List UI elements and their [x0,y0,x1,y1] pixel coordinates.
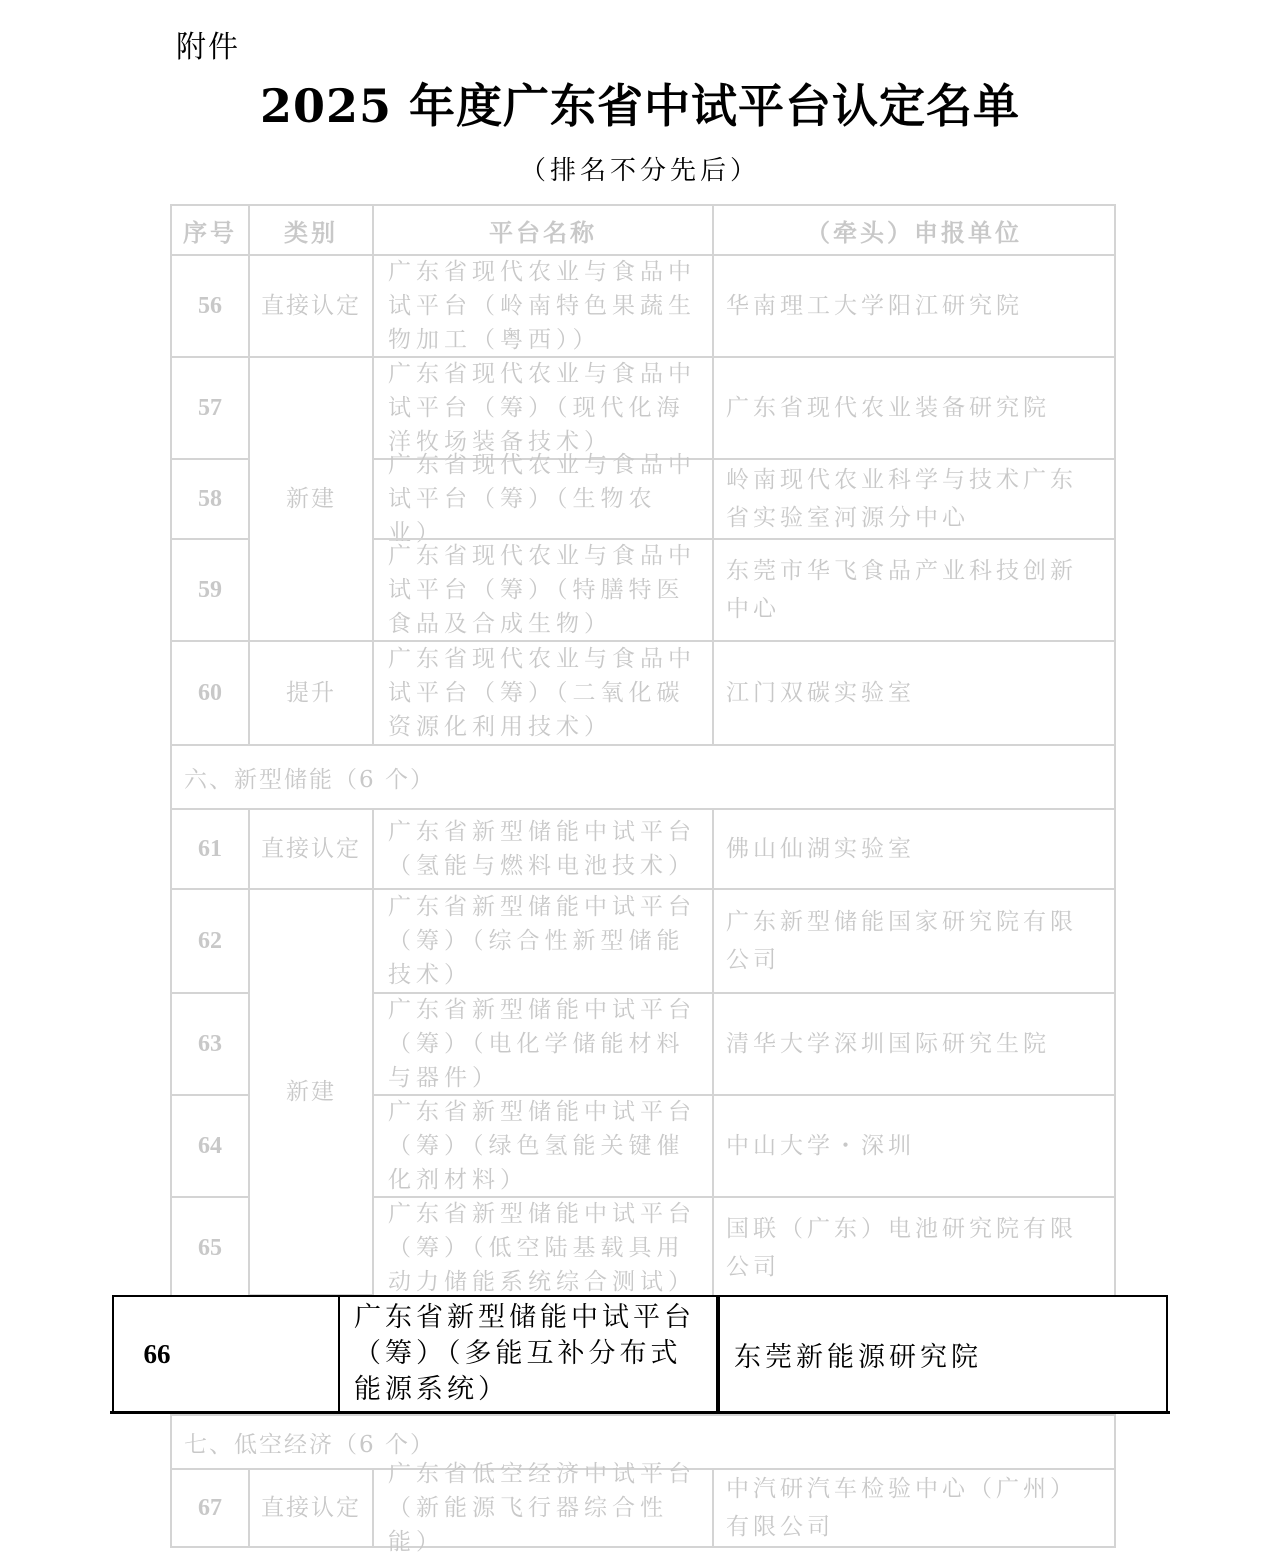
row-64-name: 广东省新型储能中试平台（筹）（绿色氢能关键催化剂材料） [372,1094,714,1198]
header-name: 平台名称 [372,204,714,256]
row-67-name: 广东省低空经济中试平台（新能源飞行器综合性能） [372,1468,714,1548]
header-num: 序号 [170,204,250,256]
row-61-num: 61 [170,808,250,890]
row-63-num: 63 [170,992,250,1096]
row-67-unit: 中汽研汽车检验中心（广州）有限公司 [712,1468,1116,1548]
row-63-name: 广东省新型储能中试平台（筹）（电化学储能材料与器件） [372,992,714,1096]
highlight-row-66-num: 66 [112,1295,202,1413]
row-56-type: 直接认定 [248,254,374,358]
rows-62-66-type: 新建 [248,888,374,1296]
row-57-num: 57 [170,356,250,460]
row-59-unit: 东莞市华飞食品产业科技创新中心 [712,538,1116,642]
row-65-unit: 国联（广东）电池研究院有限公司 [712,1196,1116,1300]
row-58-num: 58 [170,458,250,540]
page-title: 2025 年度广东省中试平台认定名单 [259,79,1021,133]
row-65-num: 65 [170,1196,250,1300]
attachment-label: 附件 [176,30,240,65]
row-67-num: 67 [170,1468,250,1548]
row-61-unit: 佛山仙湖实验室 [712,808,1116,890]
row-59-num: 59 [170,538,250,642]
page-subtitle: （排名不分先后） [519,156,760,186]
row-58-name: 广东省现代农业与食品中试平台（筹）（生物农业） [372,458,714,540]
section-new-energy-storage: 六、新型储能（6 个） [170,744,1116,810]
row-62-name: 广东省新型储能中试平台（筹）（综合性新型储能技术） [372,888,714,994]
row-63-unit: 清华大学深圳国际研究生院 [712,992,1116,1096]
row-57-name: 广东省现代农业与食品中试平台（筹）（现代化海洋牧场装备技术） [372,356,714,460]
row-58-unit: 岭南现代农业科学与技术广东省实验室河源分中心 [712,458,1116,540]
row-56-unit: 华南理工大学阳江研究院 [712,254,1116,358]
highlight-row-66-unit: 东莞新能源研究院 [718,1295,1168,1413]
rows-57-59-type: 新建 [248,356,374,642]
row-60-name: 广东省现代农业与食品中试平台（筹）（二氧化碳资源化利用技术） [372,640,714,746]
row-56-name: 广东省现代农业与食品中试平台（岭南特色果蔬生物加工（粤西）） [372,254,714,358]
header-type: 类别 [248,204,374,256]
highlight-row-66-type [200,1295,338,1413]
row-64-num: 64 [170,1094,250,1198]
highlight-row-underline [110,1411,1170,1414]
header-unit: （牵头）申报单位 [712,204,1116,256]
highlight-row-66-name: 广东省新型储能中试平台（筹）（多能互补分布式能源系统） [338,1295,718,1413]
row-62-unit: 广东新型储能国家研究院有限公司 [712,888,1116,994]
row-59-name: 广东省现代农业与食品中试平台（筹）（特膳特医食品及合成生物） [372,538,714,642]
row-60-unit: 江门双碳实验室 [712,640,1116,746]
row-61-type: 直接认定 [248,808,374,890]
row-60-num: 60 [170,640,250,746]
row-61-name: 广东省新型储能中试平台（氢能与燃料电池技术） [372,808,714,890]
row-64-unit: 中山大学・深圳 [712,1094,1116,1198]
row-56-num: 56 [170,254,250,358]
row-67-type: 直接认定 [248,1468,374,1548]
row-57-unit: 广东省现代农业装备研究院 [712,356,1116,460]
row-60-type: 提升 [248,640,374,746]
row-62-num: 62 [170,888,250,994]
section-low-altitude-economy: 七、低空经济（6 个） [170,1414,1116,1470]
row-65-name: 广东省新型储能中试平台（筹）（低空陆基载具用动力储能系统综合测试） [372,1196,714,1300]
